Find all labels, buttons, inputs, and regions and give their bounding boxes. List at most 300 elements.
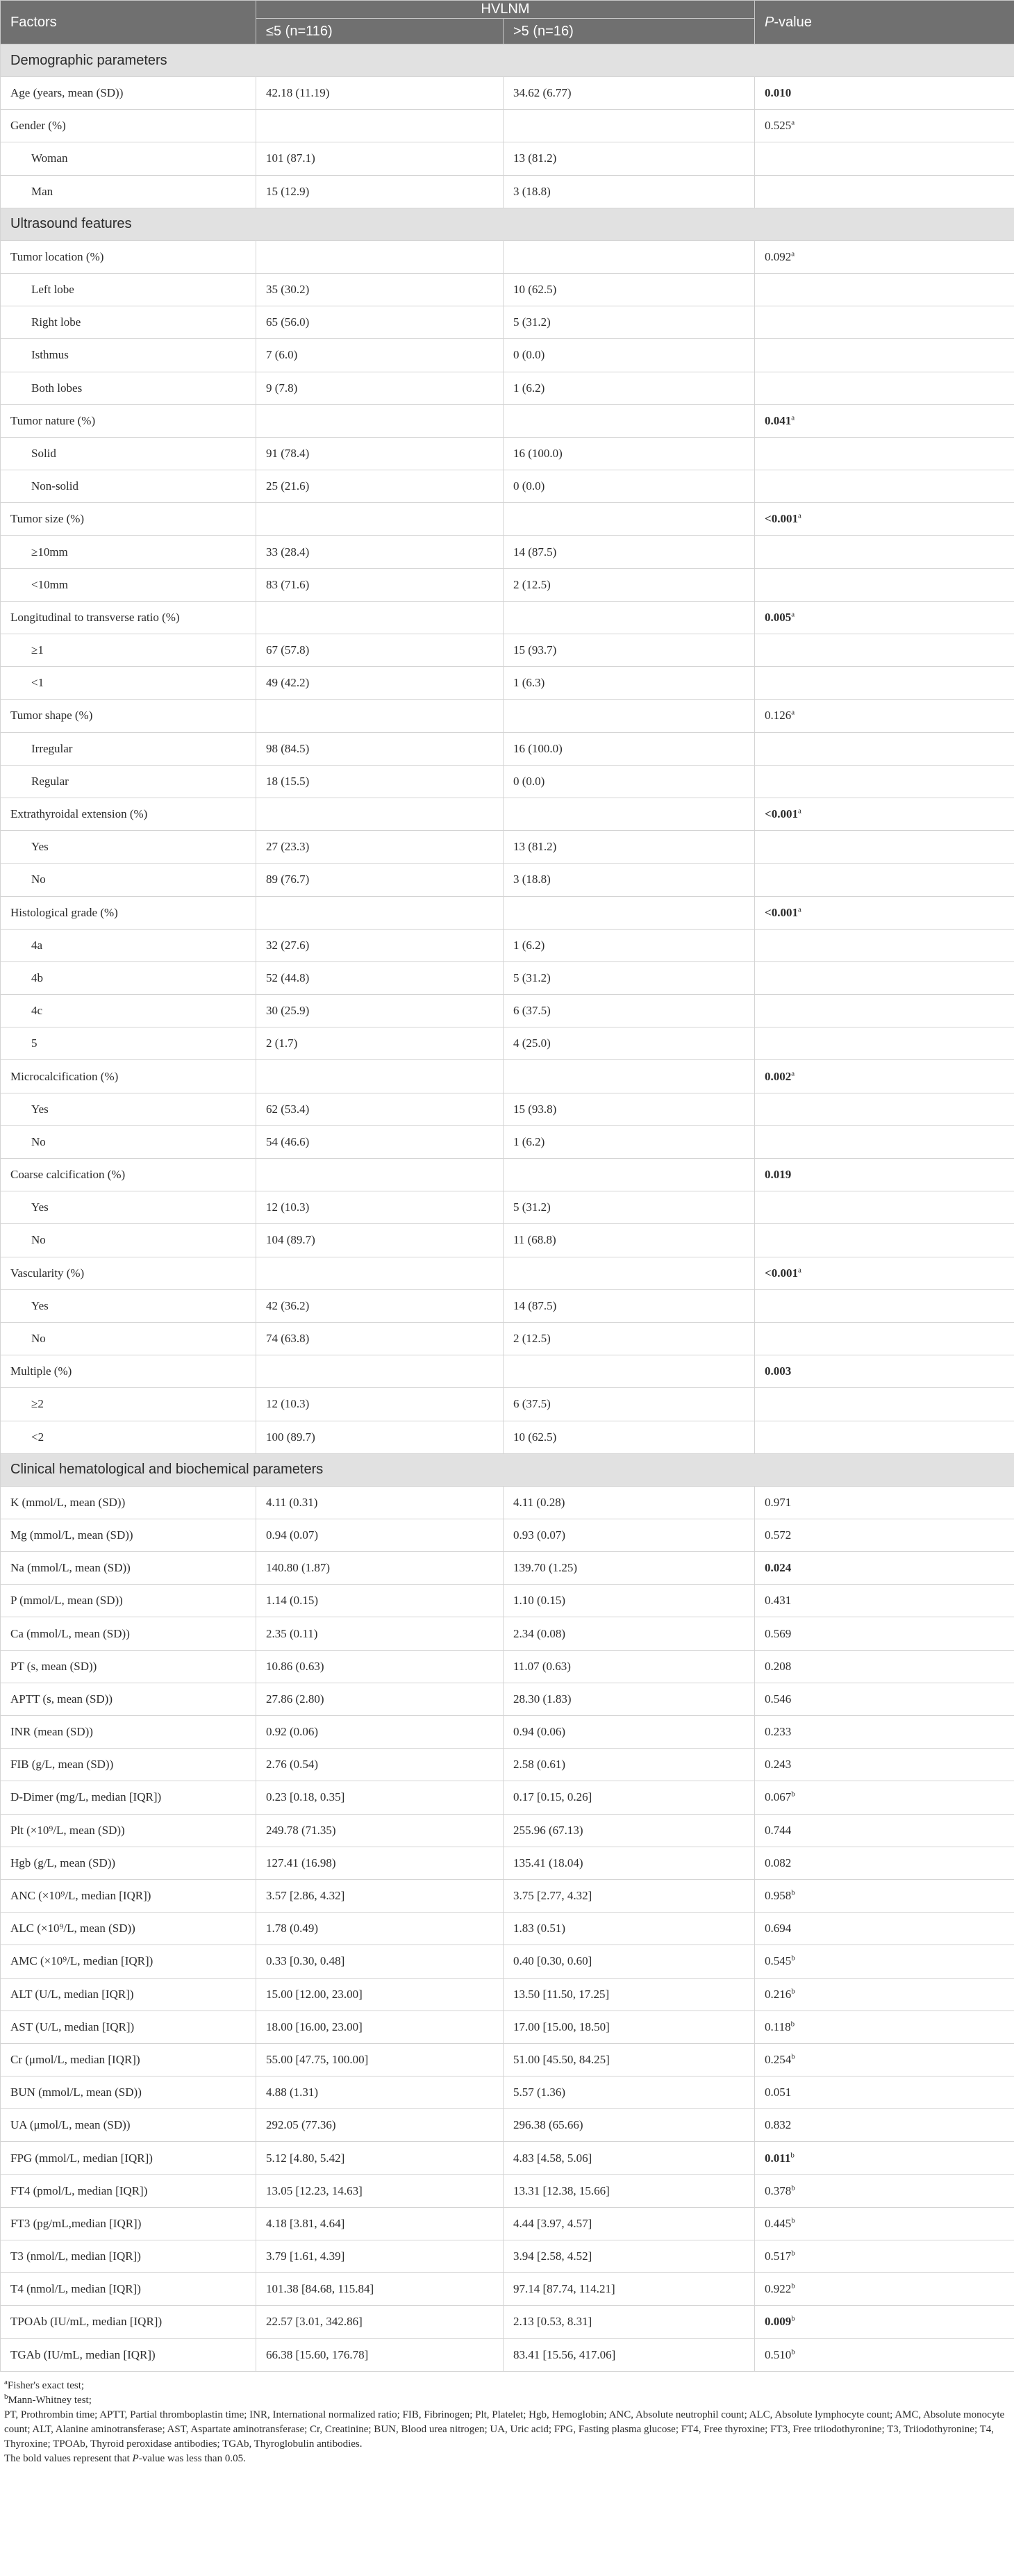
factor-cell: Regular <box>1 765 256 798</box>
factor-cell: Cr (μmol/L, median [IQR]) <box>1 2043 256 2076</box>
factor-cell: D-Dimer (mg/L, median [IQR]) <box>1 1781 256 1814</box>
table-row <box>1 1224 1014 1257</box>
factor-cell: Multiple (%) <box>1 1355 256 1388</box>
pvalue-cell <box>755 1289 1014 1322</box>
pvalue-cell <box>755 1519 1014 1551</box>
gt5-cell: 4.83 [4.58, 5.06] <box>504 2142 755 2174</box>
pvalue-cell <box>755 240 1014 273</box>
pvalue-footnote-mark: b <box>790 2020 795 2029</box>
le5-cell: 0.94 (0.07) <box>256 1519 504 1551</box>
table-row <box>1 273 1014 306</box>
pvalue-cell <box>755 2273 1014 2306</box>
factor-cell: FIB (g/L, mean (SD)) <box>1 1749 256 1781</box>
pvalue-cell <box>755 372 1014 404</box>
table-row <box>1 765 1014 798</box>
pvalue-cell <box>755 110 1014 142</box>
footnote-abbreviations: PT, Prothrombin time; APTT, Partial thromboplastin time; INR, International normalized ratio; FIB, Fibrinogen; Plt, Platelet; Hgb, Hemoglobin; ANC, Absolute neutrophil count; ALC, Absolute lymphocyte count; AMC, Absolute monocyte count; ALT, Alanine aminotransferase; AST, Aspartate aminotransferase; Cr, Creatinine; BUN, Blood urea nitrogen; UA, Uric acid; FPG, Fasting plasma glucose; FT4, Free thyroxine; FT3, Free triiodothyronine; T3, Triiodothyronine; T4, Thyroxine; TPOAb, Thyroid peroxidase antibodies; TGAb, Thyroglobulin antibodies. <box>4 2409 1005 2450</box>
pvalue-footnote-mark: b <box>791 2183 795 2193</box>
le5-cell <box>256 896 504 929</box>
gt5-cell: 1 (6.2) <box>504 372 755 404</box>
pvalue-cell <box>755 1060 1014 1093</box>
pvalue-text: 0.517 <box>765 2249 792 2263</box>
gt5-cell: 1 (6.3) <box>504 667 755 700</box>
le5-cell: 3.79 [1.61, 4.39] <box>256 2240 504 2273</box>
le5-cell: 27 (23.3) <box>256 831 504 864</box>
pvalue-footnote-mark: b <box>791 2052 795 2061</box>
table-row <box>1 1388 1014 1421</box>
table-row <box>1 1289 1014 1322</box>
le5-cell: 0.23 [0.18, 0.35] <box>256 1781 504 1814</box>
gt5-cell: 5 (31.2) <box>504 306 755 339</box>
pvalue-cell <box>755 1879 1014 1912</box>
table-row <box>1 896 1014 929</box>
pvalue-cell <box>755 1847 1014 1879</box>
factor-cell: No <box>1 1322 256 1355</box>
pvalue-cell <box>755 273 1014 306</box>
le5-cell: 7 (6.0) <box>256 339 504 372</box>
le5-cell: 3.57 [2.86, 4.32] <box>256 1879 504 1912</box>
table-row <box>1 470 1014 503</box>
pvalue-cell <box>755 568 1014 601</box>
le5-cell <box>256 240 504 273</box>
gt5-cell: 15 (93.7) <box>504 634 755 667</box>
pvalue-cell <box>755 2240 1014 2273</box>
pvalue-cell <box>755 1552 1014 1585</box>
pvalue-cell <box>755 732 1014 765</box>
pvalue-text: 0.569 <box>765 1626 792 1640</box>
pvalue-text: 0.009 <box>765 2315 792 2329</box>
pvalue-cell <box>755 634 1014 667</box>
pvalue-cell <box>755 1716 1014 1749</box>
footnote-a-text: Fisher's exact test; <box>7 2379 85 2391</box>
table-row <box>1 961 1014 994</box>
le5-cell: 1.78 (0.49) <box>256 1913 504 1945</box>
pvalue-cell <box>755 831 1014 864</box>
le5-cell: 67 (57.8) <box>256 634 504 667</box>
pvalue-footnote-mark: a <box>797 1266 801 1274</box>
gt5-cell: 10 (62.5) <box>504 273 755 306</box>
le5-cell: 74 (63.8) <box>256 1322 504 1355</box>
pvalue-cell <box>755 896 1014 929</box>
table-row <box>1 1027 1014 1060</box>
factor-cell: Yes <box>1 831 256 864</box>
pvalue-cell <box>755 1781 1014 1814</box>
gt5-cell: 3 (18.8) <box>504 175 755 208</box>
table-header <box>1 1 1014 44</box>
le5-cell: 52 (44.8) <box>256 961 504 994</box>
pvalue-footnote-mark: b <box>791 1888 795 1897</box>
table-row <box>1 568 1014 601</box>
gt5-cell <box>504 896 755 929</box>
table-row <box>1 1683 1014 1715</box>
table-row <box>1 175 1014 208</box>
factor-cell: <1 <box>1 667 256 700</box>
gt5-cell <box>504 1257 755 1289</box>
pvalue-cell <box>755 2043 1014 2076</box>
table-row <box>1 1519 1014 1551</box>
factor-cell: Tumor nature (%) <box>1 404 256 437</box>
pvalue-text: 0.082 <box>765 1856 792 1869</box>
table-row <box>1 1978 1014 2011</box>
gt5-cell: 83.41 [15.56, 417.06] <box>504 2338 755 2371</box>
pvalue-footnote-mark: a <box>791 118 795 127</box>
pvalue-text: 0.067 <box>765 1790 792 1804</box>
factor-cell: T4 (nmol/L, median [IQR]) <box>1 2273 256 2306</box>
pvalue-text: 0.971 <box>765 1495 792 1509</box>
le5-cell: 30 (25.9) <box>256 995 504 1027</box>
pvalue-text: 0.545 <box>765 1954 792 1968</box>
table-row <box>1 1749 1014 1781</box>
factor-cell: <2 <box>1 1421 256 1453</box>
pvalue-text: 0.011 <box>765 2151 791 2165</box>
factor-cell: Isthmus <box>1 339 256 372</box>
pvalue-cell <box>755 1322 1014 1355</box>
gt5-cell: 139.70 (1.25) <box>504 1552 755 1585</box>
table-row <box>1 536 1014 568</box>
gt5-cell: 4.11 (0.28) <box>504 1486 755 1519</box>
le5-cell: 140.80 (1.87) <box>256 1552 504 1585</box>
table-row <box>1 995 1014 1027</box>
factor-cell: Longitudinal to transverse ratio (%) <box>1 601 256 634</box>
le5-cell <box>256 1355 504 1388</box>
pvalue-text: 0.572 <box>765 1528 792 1542</box>
le5-cell: 4.11 (0.31) <box>256 1486 504 1519</box>
le5-cell: 91 (78.4) <box>256 437 504 470</box>
table-body <box>1 44 1014 2372</box>
le5-cell: 54 (46.6) <box>256 1125 504 1158</box>
pvalue-text: <0.001 <box>765 512 798 526</box>
gt5-cell: 17.00 [15.00, 18.50] <box>504 2011 755 2043</box>
pvalue-text: 0.525 <box>765 119 792 133</box>
pvalue-cell <box>755 470 1014 503</box>
gt5-cell: 0 (0.0) <box>504 470 755 503</box>
pvalue-cell <box>755 2109 1014 2142</box>
le5-cell: 10.86 (0.63) <box>256 1650 504 1683</box>
footnote-bold-note <box>4 2452 1010 2466</box>
factor-cell: Yes <box>1 1093 256 1125</box>
gt5-cell: 135.41 (18.04) <box>504 1847 755 1879</box>
pvalue-cell <box>755 667 1014 700</box>
factor-cell: P (mmol/L, mean (SD)) <box>1 1585 256 1617</box>
section-header-row <box>1 44 1014 77</box>
gt5-cell <box>504 404 755 437</box>
gt5-cell: 4.44 [3.97, 4.57] <box>504 2207 755 2240</box>
factor-cell: INR (mean (SD)) <box>1 1716 256 1749</box>
table-row <box>1 831 1014 864</box>
section-title: Clinical hematological and biochemical parameters <box>1 1453 1014 1486</box>
table-row <box>1 240 1014 273</box>
pvalue-cell <box>755 2142 1014 2174</box>
pvalue-cell <box>755 1191 1014 1224</box>
footnote-b <box>4 2393 1010 2408</box>
factor-cell: No <box>1 864 256 896</box>
factor-cell: Tumor location (%) <box>1 240 256 273</box>
pvalue-cell <box>755 929 1014 961</box>
pvalue-text: 0.510 <box>765 2347 792 2361</box>
le5-cell: 15 (12.9) <box>256 175 504 208</box>
table-row <box>1 798 1014 830</box>
gt5-cell: 296.38 (65.66) <box>504 2109 755 2142</box>
header-hvlnm: HVLNM <box>256 1 755 19</box>
gt5-cell: 16 (100.0) <box>504 732 755 765</box>
table-row <box>1 1421 1014 1453</box>
gt5-cell <box>504 601 755 634</box>
pvalue-footnote-mark: a <box>791 610 795 619</box>
factor-cell: ALT (U/L, median [IQR]) <box>1 1978 256 2011</box>
gt5-cell: 13 (81.2) <box>504 142 755 175</box>
gt5-cell <box>504 1060 755 1093</box>
table-row <box>1 2207 1014 2240</box>
table-row <box>1 404 1014 437</box>
pvalue-cell <box>755 1421 1014 1453</box>
gt5-cell: 6 (37.5) <box>504 995 755 1027</box>
table-row <box>1 1355 1014 1388</box>
gt5-cell: 0 (0.0) <box>504 339 755 372</box>
pvalue-cell <box>755 601 1014 634</box>
table-row <box>1 1650 1014 1683</box>
factor-cell: ALC (×10⁹/L, mean (SD)) <box>1 1913 256 1945</box>
le5-cell: 100 (89.7) <box>256 1421 504 1453</box>
le5-cell <box>256 601 504 634</box>
pvalue-footnote-mark: a <box>791 708 795 717</box>
factor-cell: 4a <box>1 929 256 961</box>
table-row <box>1 372 1014 404</box>
pvalue-text: 0.208 <box>765 1659 792 1673</box>
pvalue-text: 0.092 <box>765 249 792 263</box>
table-row <box>1 1060 1014 1093</box>
pvalue-text: 0.233 <box>765 1725 792 1739</box>
table-row <box>1 77 1014 110</box>
gt5-cell: 2 (12.5) <box>504 568 755 601</box>
pvalue-footnote-mark: a <box>791 1068 795 1078</box>
factor-cell: 5 <box>1 1027 256 1060</box>
pvalue-cell <box>755 503 1014 536</box>
factor-cell: Coarse calcification (%) <box>1 1159 256 1191</box>
le5-cell <box>256 798 504 830</box>
factor-cell: Left lobe <box>1 273 256 306</box>
pvalue-cell <box>755 2174 1014 2207</box>
table-row <box>1 1486 1014 1519</box>
factor-cell: Man <box>1 175 256 208</box>
gt5-cell: 6 (37.5) <box>504 1388 755 1421</box>
pvalue-text: 0.546 <box>765 1692 792 1706</box>
table-row <box>1 1945 1014 1978</box>
gt5-cell: 97.14 [87.74, 114.21] <box>504 2273 755 2306</box>
gt5-cell: 1 (6.2) <box>504 1125 755 1158</box>
factor-cell: Tumor shape (%) <box>1 700 256 732</box>
factor-cell: ≥10mm <box>1 536 256 568</box>
factor-cell: Woman <box>1 142 256 175</box>
factor-cell: TPOAb (IU/mL, median [IQR]) <box>1 2306 256 2338</box>
pvalue-text: 0.003 <box>765 1364 792 1378</box>
gt5-cell: 0.40 [0.30, 0.60] <box>504 1945 755 1978</box>
pvalue-text: 0.431 <box>765 1594 792 1608</box>
pvalue-footnote-mark: a <box>791 249 795 258</box>
gt5-cell: 255.96 (67.13) <box>504 1814 755 1847</box>
factor-cell: ANC (×10⁹/L, median [IQR]) <box>1 1879 256 1912</box>
le5-cell <box>256 404 504 437</box>
pvalue-cell <box>755 1355 1014 1388</box>
le5-cell: 62 (53.4) <box>256 1093 504 1125</box>
gt5-cell <box>504 110 755 142</box>
le5-cell: 2 (1.7) <box>256 1027 504 1060</box>
table-row <box>1 732 1014 765</box>
pvalue-text: 0.243 <box>765 1758 792 1772</box>
factor-cell: 4b <box>1 961 256 994</box>
gt5-cell <box>504 240 755 273</box>
table-row <box>1 929 1014 961</box>
le5-cell <box>256 1257 504 1289</box>
le5-cell: 66.38 [15.60, 176.78] <box>256 2338 504 2371</box>
pvalue-cell <box>755 175 1014 208</box>
header-col-gt5: >5 (n=16) <box>504 19 755 44</box>
le5-cell: 32 (27.6) <box>256 929 504 961</box>
le5-cell: 2.76 (0.54) <box>256 1749 504 1781</box>
factor-cell: Histological grade (%) <box>1 896 256 929</box>
pvalue-cell <box>755 1224 1014 1257</box>
pvalue-text: <0.001 <box>765 807 798 821</box>
bold-note-pre: The bold values represent that <box>4 2452 133 2464</box>
table-row <box>1 2043 1014 2076</box>
pvalue-text: 0.378 <box>765 2183 792 2197</box>
gt5-cell: 1 (6.2) <box>504 929 755 961</box>
table-row <box>1 2109 1014 2142</box>
table-row <box>1 1913 1014 1945</box>
factor-cell: Yes <box>1 1191 256 1224</box>
table-row <box>1 2077 1014 2109</box>
pvalue-text: 0.005 <box>765 610 792 624</box>
bold-note-italic: P <box>132 2452 139 2464</box>
pvalue-text: 0.024 <box>765 1561 792 1575</box>
pvalue-text: 0.958 <box>765 1889 792 1903</box>
table-row <box>1 634 1014 667</box>
table-row <box>1 1191 1014 1224</box>
pvalue-text: 0.216 <box>765 1987 792 2001</box>
gt5-cell: 11 (68.8) <box>504 1224 755 1257</box>
gt5-cell <box>504 1355 755 1388</box>
footnote-a-mark: a <box>4 2377 8 2386</box>
le5-cell: 42 (36.2) <box>256 1289 504 1322</box>
table-row <box>1 1585 1014 1617</box>
bold-note-post: -value was less than 0.05. <box>138 2452 246 2464</box>
table-row <box>1 1847 1014 1879</box>
pvalue-cell <box>755 765 1014 798</box>
pvalue-text: 0.041 <box>765 413 792 427</box>
header-pvalue-italic: P <box>765 14 774 30</box>
pvalue-cell <box>755 1650 1014 1683</box>
pvalue-cell <box>755 2338 1014 2371</box>
factor-cell: Age (years, mean (SD)) <box>1 77 256 110</box>
pvalue-text: 0.002 <box>765 1069 792 1083</box>
factor-cell: Na (mmol/L, mean (SD)) <box>1 1552 256 1585</box>
factor-cell: Both lobes <box>1 372 256 404</box>
gt5-cell: 16 (100.0) <box>504 437 755 470</box>
table-row <box>1 667 1014 700</box>
pvalue-cell <box>755 1125 1014 1158</box>
pvalue-text: 0.744 <box>765 1823 792 1837</box>
factor-cell: Ca (mmol/L, mean (SD)) <box>1 1617 256 1650</box>
le5-cell: 98 (84.5) <box>256 732 504 765</box>
pvalue-cell <box>755 1814 1014 1847</box>
pvalue-cell <box>755 1585 1014 1617</box>
table-row <box>1 2174 1014 2207</box>
table-row <box>1 2306 1014 2338</box>
pvalue-cell <box>755 1027 1014 1060</box>
pvalue-footnote-mark: b <box>791 1986 795 1995</box>
pvalue-cell <box>755 1388 1014 1421</box>
gt5-cell: 0.94 (0.06) <box>504 1716 755 1749</box>
table-row <box>1 1125 1014 1158</box>
pvalue-cell <box>755 404 1014 437</box>
pvalue-cell <box>755 798 1014 830</box>
gt5-cell: 51.00 [45.50, 84.25] <box>504 2043 755 2076</box>
pvalue-cell <box>755 2077 1014 2109</box>
pvalue-text: <0.001 <box>765 905 798 919</box>
le5-cell: 65 (56.0) <box>256 306 504 339</box>
le5-cell: 249.78 (71.35) <box>256 1814 504 1847</box>
table-row <box>1 1159 1014 1191</box>
gt5-cell: 1.83 (0.51) <box>504 1913 755 1945</box>
table-row <box>1 1322 1014 1355</box>
table-row <box>1 700 1014 732</box>
le5-cell: 101.38 [84.68, 115.84] <box>256 2273 504 2306</box>
factor-cell: Irregular <box>1 732 256 765</box>
le5-cell <box>256 1159 504 1191</box>
pvalue-footnote-mark: b <box>790 2150 795 2159</box>
factor-cell: Right lobe <box>1 306 256 339</box>
gt5-cell: 3.94 [2.58, 4.52] <box>504 2240 755 2273</box>
gt5-cell: 2.34 (0.08) <box>504 1617 755 1650</box>
factor-cell: No <box>1 1125 256 1158</box>
pvalue-cell <box>755 864 1014 896</box>
le5-cell: 42.18 (11.19) <box>256 77 504 110</box>
le5-cell <box>256 700 504 732</box>
table-row <box>1 1552 1014 1585</box>
pvalue-text: 0.126 <box>765 709 792 723</box>
pvalue-footnote-mark: a <box>797 511 801 520</box>
pvalue-cell <box>755 1093 1014 1125</box>
factor-cell: Vascularity (%) <box>1 1257 256 1289</box>
pvalue-cell <box>755 437 1014 470</box>
gt5-cell <box>504 798 755 830</box>
le5-cell: 292.05 (77.36) <box>256 2109 504 2142</box>
pvalue-cell <box>755 536 1014 568</box>
pvalue-cell <box>755 1617 1014 1650</box>
pvalue-cell <box>755 1749 1014 1781</box>
le5-cell: 18.00 [16.00, 23.00] <box>256 2011 504 2043</box>
le5-cell: 127.41 (16.98) <box>256 1847 504 1879</box>
le5-cell: 27.86 (2.80) <box>256 1683 504 1715</box>
table-row <box>1 1257 1014 1289</box>
gt5-cell: 11.07 (0.63) <box>504 1650 755 1683</box>
factor-cell: Mg (mmol/L, mean (SD)) <box>1 1519 256 1551</box>
le5-cell: 0.33 [0.30, 0.48] <box>256 1945 504 1978</box>
gt5-cell: 2.13 [0.53, 8.31] <box>504 2306 755 2338</box>
factor-cell: Solid <box>1 437 256 470</box>
footnotes <box>0 2372 1014 2466</box>
pvalue-footnote-mark: b <box>791 2347 795 2356</box>
pvalue-cell <box>755 2011 1014 2043</box>
factor-cell: FT3 (pg/mL,median [IQR]) <box>1 2207 256 2240</box>
factor-cell: BUN (mmol/L, mean (SD)) <box>1 2077 256 2109</box>
table-row <box>1 1781 1014 1814</box>
gt5-cell <box>504 700 755 732</box>
footnote-b-mark: b <box>4 2392 8 2401</box>
table-row <box>1 2273 1014 2306</box>
pvalue-footnote-mark: b <box>791 2249 795 2258</box>
factor-cell: Hgb (g/L, mean (SD)) <box>1 1847 256 1879</box>
factor-cell: FPG (mmol/L, median [IQR]) <box>1 2142 256 2174</box>
